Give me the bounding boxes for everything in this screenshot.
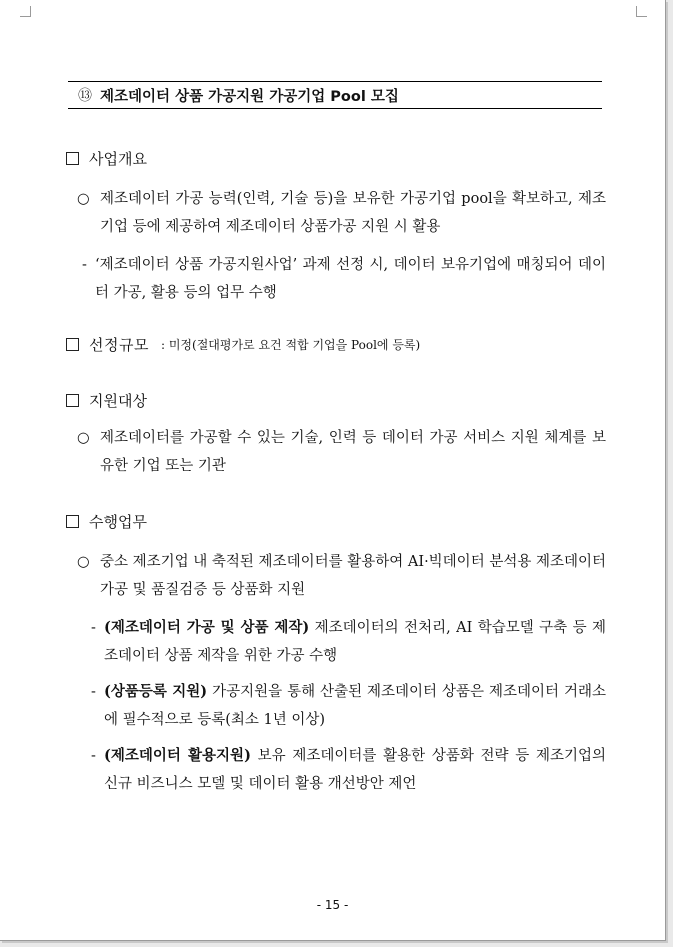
tasks-paragraph-1-text: 중소 제조기업 내 축적된 제조데이터를 활용하여 AI·빅데이터 분석용 제조데이터 가공 및 품질검증 등 상품화 지원	[100, 554, 606, 598]
heading-overview	[66, 148, 147, 169]
dash-bullet: -	[91, 620, 96, 636]
checkbox-square-icon	[66, 338, 79, 351]
corner-mark-top-left	[20, 6, 31, 17]
section-title-bar	[68, 81, 602, 109]
circle-bullet: ○	[77, 430, 90, 446]
task-item-bold-label: (상품등록 지원)	[104, 683, 208, 700]
task-item-bold-label: (제조데이터 활용지원)	[104, 747, 251, 764]
task-item-text: 가공지원을 통해 산출된 제조데이터 상품은 제조데이터 거래소에 필수적으로 등록(최소 1년 이상)	[104, 684, 606, 728]
circle-bullet: ○	[77, 554, 90, 570]
heading-scale-label: 선정규모	[89, 336, 149, 354]
task-item-text: 보유 제조데이터를 활용한 상품화 전략 등 제조기업의 신규 비즈니스 모델 및 데이터 활용 개선방안 제언	[104, 748, 606, 792]
overview-paragraph-1	[77, 185, 606, 241]
checkbox-square-icon	[66, 152, 79, 165]
page-number: - 15 -	[316, 898, 349, 912]
heading-target	[66, 390, 147, 411]
title-number: ⑬	[78, 88, 92, 104]
task-item-text: 제조데이터의 전처리, AI 학습모델 구축 등 제조데이터 상품 제작을 위한 가공 수행	[104, 620, 606, 664]
dash-bullet: -	[91, 684, 96, 700]
dash-bullet: -	[91, 748, 96, 764]
heading-tasks	[66, 511, 147, 532]
checkbox-square-icon	[66, 515, 79, 528]
heading-scale	[66, 334, 420, 355]
dash-bullet: -	[82, 257, 87, 273]
tasks-paragraph-1	[77, 548, 606, 604]
target-paragraph-1	[77, 424, 606, 480]
heading-overview-label: 사업개요	[89, 150, 147, 168]
task-item-bold-label: (제조데이터 가공 및 상품 제작)	[104, 619, 310, 636]
corner-mark-top-right	[636, 6, 647, 17]
task-item	[91, 678, 606, 734]
heading-tasks-label: 수행업무	[89, 513, 147, 531]
circle-bullet: ○	[77, 191, 90, 207]
task-item	[91, 742, 606, 798]
section-title: 제조데이터 상품 가공지원 가공기업 Pool 모집	[100, 88, 399, 105]
target-paragraph-1-text: 제조데이터를 가공할 수 있는 기술, 인력 등 데이터 가공 서비스 지원 체계를 보유한 기업 또는 기관	[100, 430, 606, 474]
overview-paragraph-2-text: ‘제조데이터 상품 가공지원사업’ 과제 선정 시, 데이터 보유기업에 매칭되어 데이터 가공, 활용 등의 업무 수행	[95, 257, 606, 301]
checkbox-square-icon	[66, 394, 79, 407]
scale-detail: : 미정(절대평가로 요건 적합 기업을 Pool에 등록)	[160, 338, 421, 352]
task-item	[91, 614, 606, 670]
overview-paragraph-1-text: 제조데이터 가공 능력(인력, 기술 등)을 보유한 가공기업 pool을 확보하고, 제조기업 등에 제공하여 제조데이터 상품가공 지원 시 활용	[100, 191, 606, 235]
overview-paragraph-2	[82, 251, 606, 307]
heading-target-label: 지원대상	[89, 392, 147, 410]
